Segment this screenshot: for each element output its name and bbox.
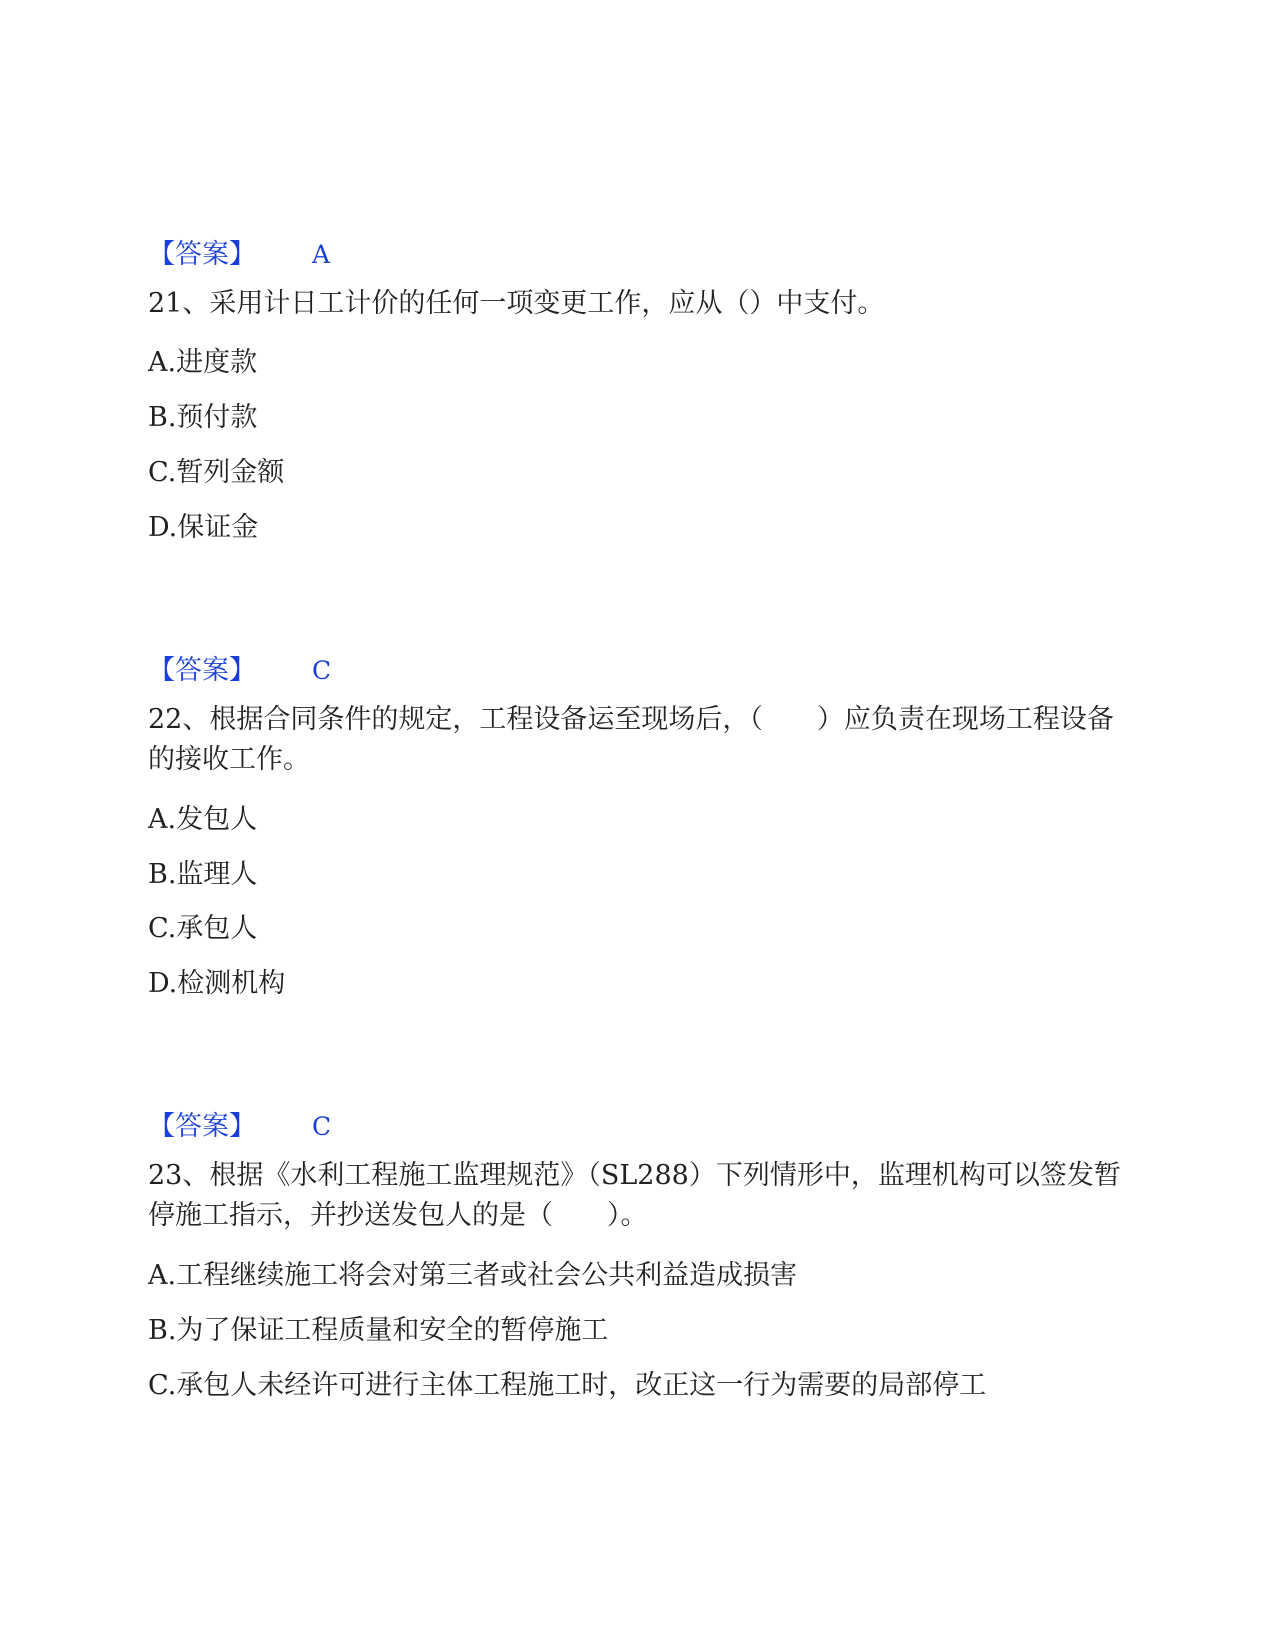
answer-label: 【答案】 [148,239,256,270]
answer-value: C [312,656,332,685]
answer-line [148,1104,331,1143]
question-22: 22、根据合同条件的规定，工程设备运至现场后，（ ）应负责在现场工程设备的接收工作。 [148,704,1114,775]
option-c: C.承包人未经许可进行主体工程施工时，改正这一行为需要的局部停工 [148,1370,987,1401]
question-23: 23、根据《水利工程施工监理规范》（SL288）下列情形中，监理机构可以签发暂停施工指示，并抄送发包人的是（ ）。 [148,1160,1121,1231]
answer-label: 【答案】 [148,1111,256,1142]
option-d: D.保证金 [148,512,259,543]
option-c: C.承包人 [148,913,258,944]
question-21: 21、采用计日工计价的任何一项变更工作，应从（）中支付。 [148,288,885,319]
option-c: C.暂列金额 [148,457,285,488]
answer-line [148,232,330,271]
answer-line [148,648,331,687]
answer-value: A [312,240,331,269]
option-b: B.预付款 [148,402,258,433]
answer-value: C [312,1112,332,1141]
answer-label: 【答案】 [148,655,256,686]
option-a: A.进度款 [148,347,258,378]
option-a: A.发包人 [148,804,258,835]
option-a: A.工程继续施工将会对第三者或社会公共利益造成损害 [148,1260,798,1291]
option-b: B.为了保证工程质量和安全的暂停施工 [148,1315,609,1346]
option-d: D.检测机构 [148,968,286,999]
option-b: B.监理人 [148,859,258,890]
